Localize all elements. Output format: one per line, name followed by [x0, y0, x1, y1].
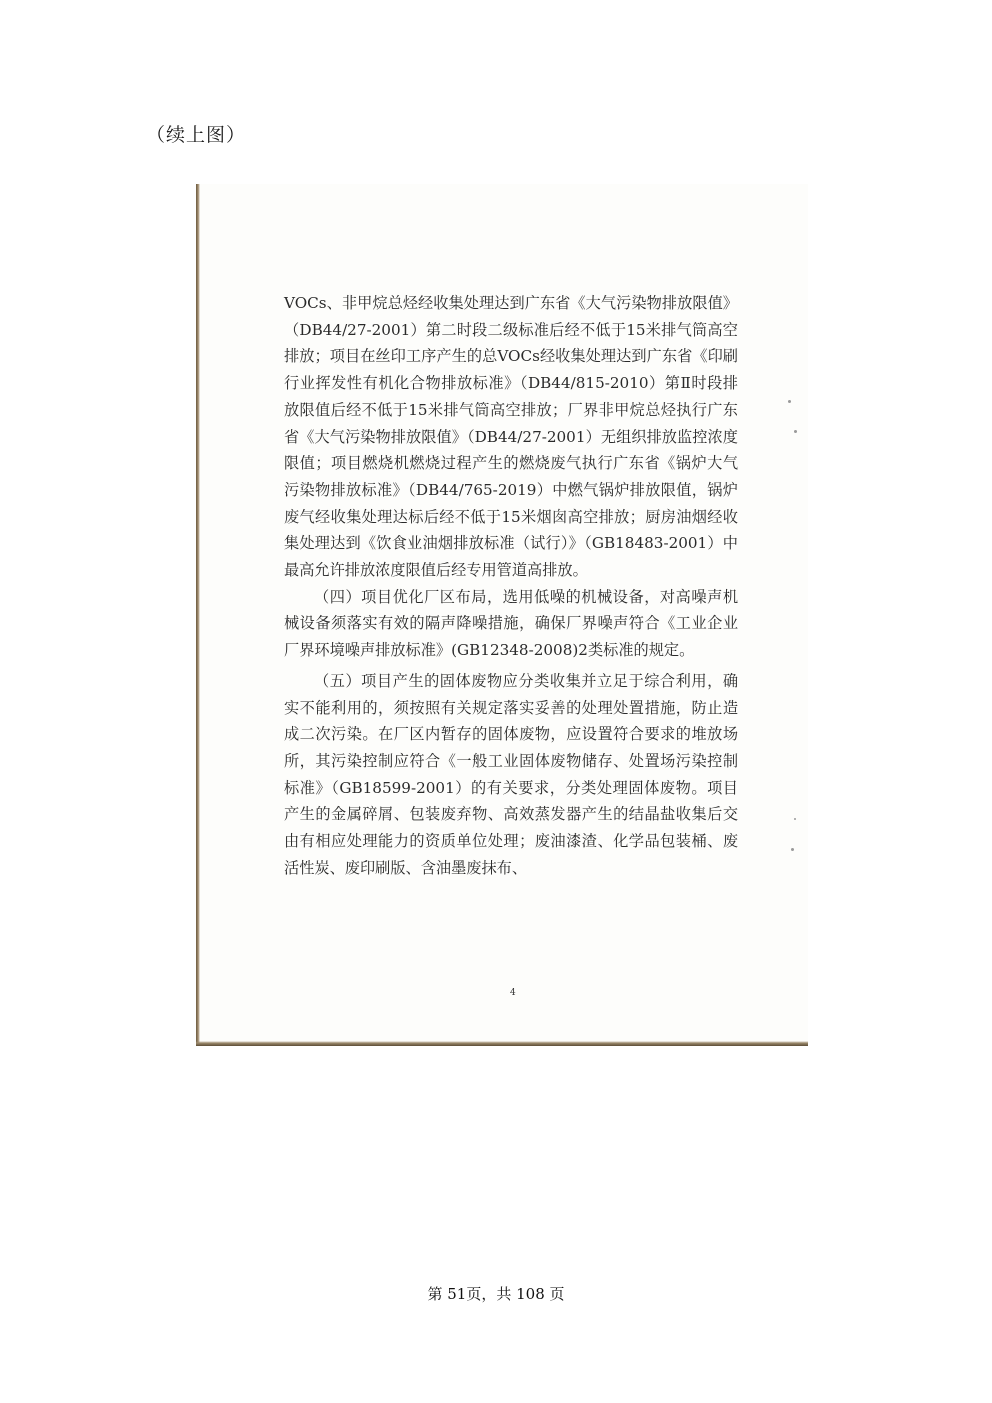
scan-speck [794, 818, 796, 820]
paragraph-noise: （四）项目优化厂区布局，选用低噪的机械设备，对高噪声机械设备须落实有效的隔声降噪措施，确保厂界噪声符合《工业企业厂界环境噪声排放标准》(GB12348-2008)2类标准的规定。 [284, 587, 738, 660]
scan-speck [791, 848, 794, 851]
scan-speck [788, 400, 791, 403]
scanned-document-image [196, 184, 808, 1046]
scan-left-edge [196, 184, 200, 1046]
scan-page-number: 4 [510, 988, 516, 998]
continued-label: （续上图） [146, 124, 247, 146]
scan-body-text [284, 290, 738, 881]
scan-speck [794, 430, 797, 433]
scan-bottom-edge [196, 1041, 808, 1046]
paragraph-solid-waste: （五）项目产生的固体废物应分类收集并立足于综合利用，确实不能利用的，须按照有关规定落实妥善的处理处置措施，防止造成二次污染。在厂区内暂存的固体废物，应设置符合要求的堆放场所，其污染控制应符合《一般工业固体废物储存、处置场污染控制标准》（GB18599-2001）的有关要求，分类处理固体废物。项目产生的金属碎屑、包装废弃物、高效蒸发器产生的结晶盐收集后交由有相应处理能力的资质单位处理；废油漆渣、化学品包装桶、废活性炭、废印刷版、含油墨废抹布、 [284, 671, 738, 877]
paragraph-emissions: VOCs、非甲烷总烃经收集处理达到广东省《大气污染物排放限值》（DB44/27-2001）第二时段二级标准后经不低于15米排气筒高空排放；项目在丝印工序产生的总VOCs经收集处理达到广东省《印刷行业挥发性有机化合物排放标准》（DB44/815-2010）第Ⅱ时段排放限值后经不低于15米排气筒高空排放；厂界非甲烷总烃执行广东省《大气污染物排放限值》（DB44/27-2001）无组织排放监控浓度限值；项目燃烧机燃烧过程产生的燃烧废气执行广东省《锅炉大气污染物排放标准》（DB44/765-2019）中燃气锅炉排放限值，锅炉废气经收集处理达标后经不低于15米烟囱高空排放；厨房油烟经收集处理达到《饮食业油烟排放标准（试行）》（GB18483-2001）中最高允许排放浓度限值后经专用管道高排放。 [284, 294, 738, 580]
page-footer: 第 51页，共 108 页 [427, 1285, 565, 1303]
